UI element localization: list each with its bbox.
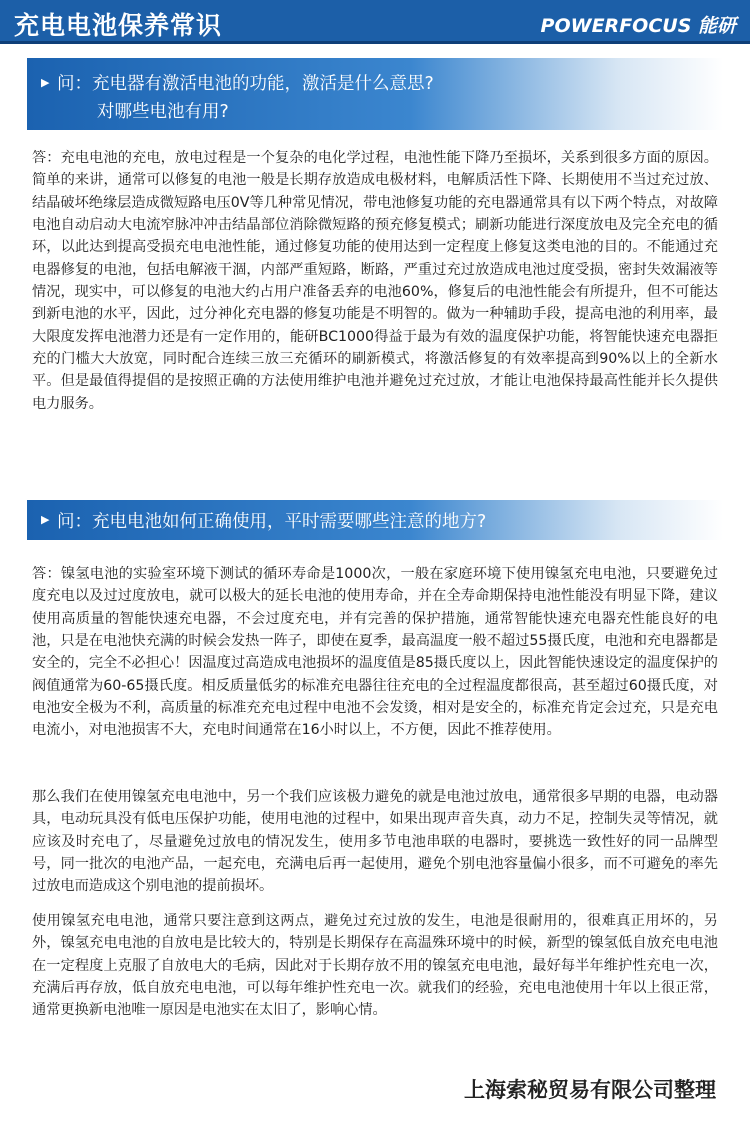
answer-1-paragraph: 答：充电电池的充电，放电过程是一个复杂的电化学过程，电池性能下降乃至损坏，关系到很多方面的原因。简单的来讲，通常可以修复的电池一般是长期存放造成电极材料，电解质活性下降、长期使用不当过充过放、结晶破坏绝缘层造成微短路电压0V等几种常见情况，带电池修复功能的充电器通常具有以下两个特点，对故障电池自动启动大电流窄脉冲冲击结晶部位消除微短路的预充修复模式；刷新功能进行深度放电及完全充电的循环，以此达到提高受损充电电池性能，通过修复功能的使用达到一定程度上修复这类电池的目的。不能通过充电器修复的电池，包括电解液干涸，内部严重短路，断路，严重过充过放造成电池过度受损，密封失效漏液等情况，现实中，可以修复的电池大约占用户准备丢弃的电池60%，修复后的电池性能会有所提升，但不可能达到新电池的水平，因此，过分神化充电器的修复功能是不明智的。做为一种辅助手段，提高电池的利用率，最大限度发挥电池潜力还是有一定作用的，能研BC1000得益于最为有效的温度保护功能，将智能快速充电器拒充的门槛大大放宽，同时配合连续三放三充循环的刷新模式，将激活修复的有效率提高到90%以上的全新水平。但是最值得提倡的是按照正确的方法使用维护电池并避免过充过放，才能让电池保持最高性能并长久提供电力服务。 [32, 150, 718, 412]
arrow-right-icon: ▶ [41, 76, 50, 89]
page-title: 充电电池保养常识 [14, 11, 223, 40]
question-1-line-1: 问：充电器有激活电池的功能，激活是什么意思? [57, 74, 434, 94]
answer-2-paragraph-1: 答：镍氢电池的实验室环境下测试的循环寿命是1000次，一般在家庭环境下使用镍氢充电电池，只要避免过度充电以及过过度放电，就可以极大的延长电池的使用寿命，并在全寿命期保持电池性能没有明显下降，建议使用高质量的智能快速充电器，不会过度充电，并有完善的保护措施，通常智能快速充电器充性能良好的电池，只是在电池快充满的时候会发热一阵子，即使在夏季，最高温度一般不超过55摄氏度，电池和充电器都是安全的，完全不必担心！因温度过高造成电池损坏的温度值是85摄氏度以上，因此智能快速设定的温度保护的阀值通常为60-65摄氏度。相反质量低劣的标准充电器往往充电的全过程温度都很高，甚至超过60摄氏度，对电池安全极为不利，高质量的标准充充电过程中电池不会发烫，相对是安全的，标准充肯定会过充，只是充电电流小，对电池损害不大，充电时间通常在16小时以上，不方便，因此不推荐使用。 [32, 566, 718, 739]
answer-2-paragraph-3: 使用镍氢充电电池，通常只要注意到这两点，避免过充过放的发生，电池是很耐用的，很难真正用坏的，另外，镍氢充电电池的自放电是比较大的，特别是长期保存在高温殊环境中的时候，新型的镍氢低自放充电电池在一定程度上克服了自放电大的毛病，因此对于长期存放不用的镍氢充电电池，最好每半年维护性充电一次，充满后再存放，低自放充电电池，可以每年维护性充电一次。就我们的经验，充电电池使用十年以上很正常，通常更换新电池唯一原因是电池实在太旧了，影响心情。 [32, 913, 718, 1019]
footer-credit: 上海索秘贸易有限公司整理 [464, 1078, 716, 1102]
question-1-banner [27, 58, 723, 130]
question-2-banner [27, 500, 723, 540]
brand-logo-text: POWERFOCUS 能研 [540, 15, 736, 37]
page-header [0, 0, 750, 44]
arrow-right-icon: ▶ [41, 513, 50, 526]
answer-2-paragraph-2: 那么我们在使用镍氢充电电池中，另一个我们应该极力避免的就是电池过放电，通常很多早期的电器，电动器具，电动玩具没有低电压保护功能，使用电池的过程中，如果出现声音失真，动力不足，控制失灵等情况，就应该及时充电了，尽量避免过放电的情况发生，使用多节电池串联的电器时，要挑选一致性好的同一品牌型号，同一批次的电池产品，一起充电，充满电后再一起使用，避免个别电池容量偏小很多，而不可避免的率先过放电而造成这个别电池的提前损坏。 [32, 789, 718, 895]
question-1-line-2: 对哪些电池有用? [97, 102, 229, 122]
question-2-line-1: 问：充电电池如何正确使用，平时需要哪些注意的地方? [57, 512, 487, 532]
